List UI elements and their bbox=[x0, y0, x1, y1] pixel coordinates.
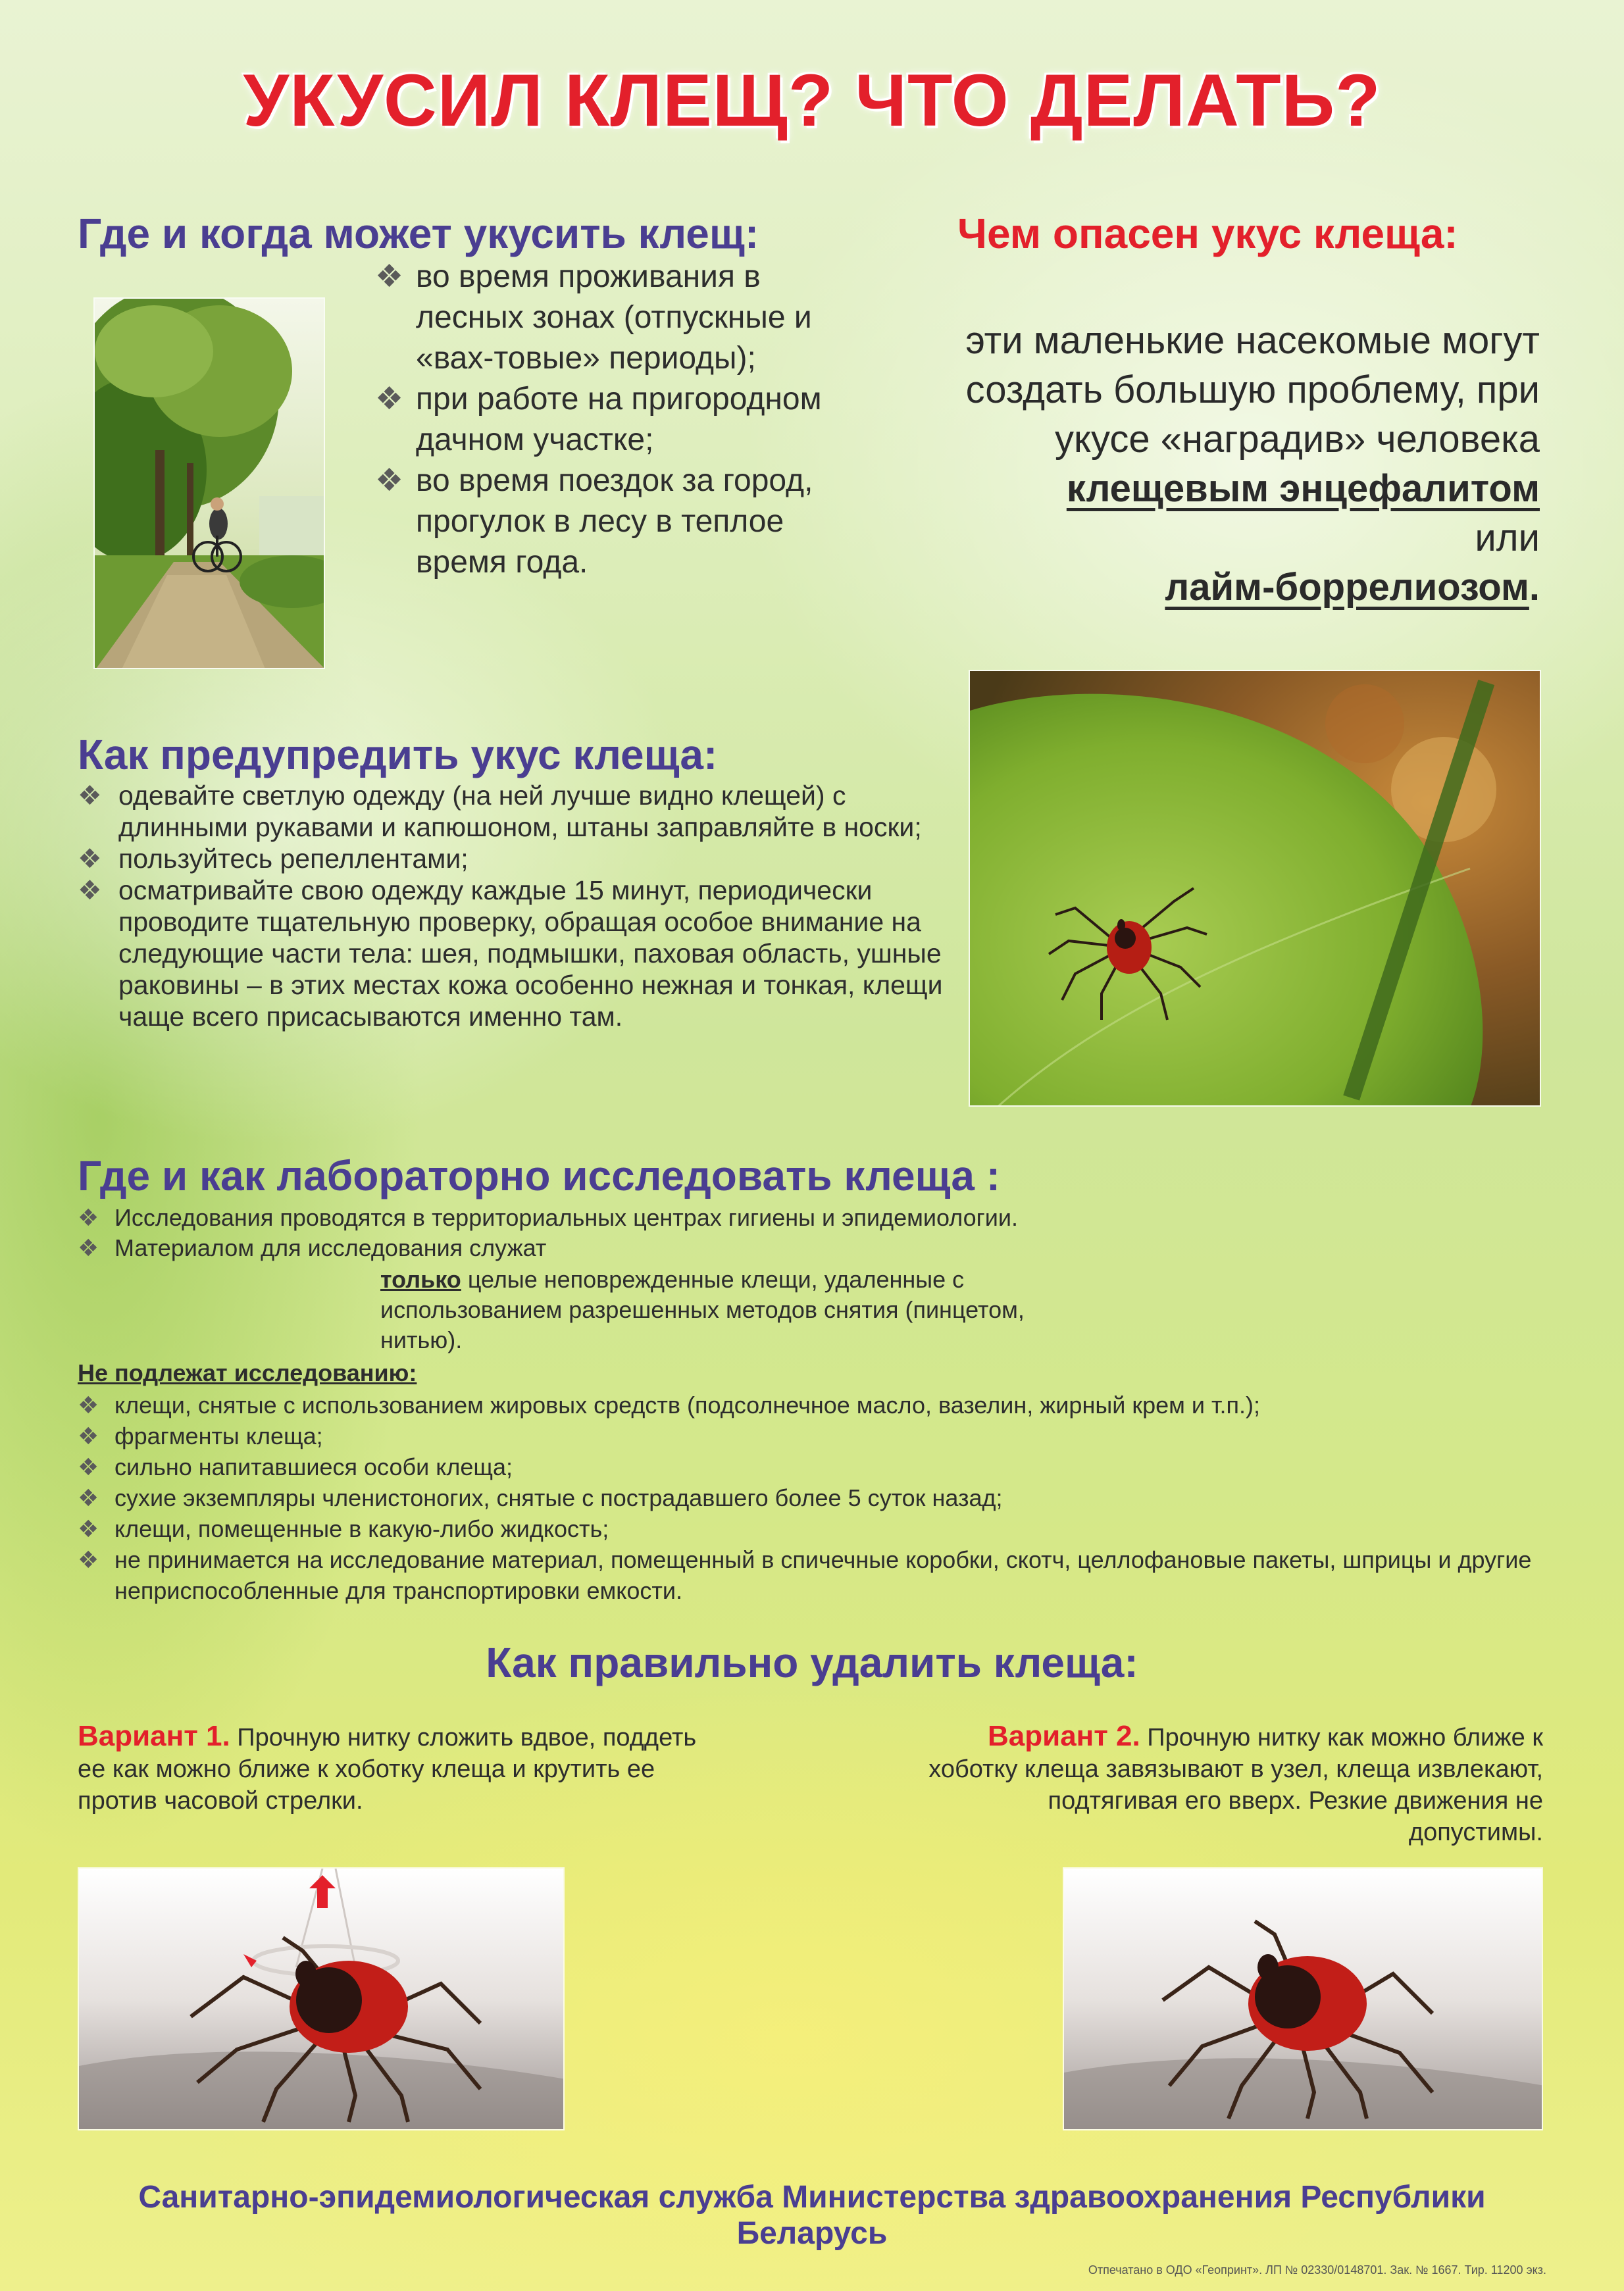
forest-path-cyclist-image bbox=[95, 299, 325, 669]
imprint: Отпечатано в ОДО «Геопринт». ЛП № 02330/0148701. Зак. № 1667. Тир. 11200 экз. bbox=[1088, 2263, 1546, 2277]
variant-2 bbox=[908, 1721, 1543, 1848]
bullet-icon: ❖ bbox=[78, 1422, 99, 1449]
danger-or: или bbox=[1475, 516, 1540, 559]
list-item: ❖ клещи, помещенные в какую-либо жидкость; bbox=[78, 1513, 1558, 1544]
page-title: УКУСИЛ КЛЕЩ? ЧТО ДЕЛАТЬ? bbox=[243, 59, 1381, 141]
tick-on-leaf-photo bbox=[969, 670, 1541, 1107]
bullet-icon: ❖ bbox=[78, 1392, 99, 1419]
disease-encephalitis: клещевым энцефалитом bbox=[1066, 467, 1540, 510]
bullet-icon: ❖ bbox=[78, 843, 102, 874]
not-subject-list bbox=[78, 1390, 1558, 1606]
bullet-icon: ❖ bbox=[375, 259, 404, 294]
variant-1-label: Вариант 1. bbox=[78, 1720, 230, 1752]
list-item: ❖ клещи, снятые с использованием жировых средств (подсолнечное масло, вазелин, жирный крем и т.п.); bbox=[78, 1390, 1558, 1421]
tick-on-leaf-image bbox=[970, 671, 1541, 1107]
list-item: ❖ сильно напитавшиеся особи клеща; bbox=[78, 1451, 1558, 1482]
bullet-icon: ❖ bbox=[78, 1515, 99, 1542]
bullet-icon: ❖ bbox=[78, 875, 102, 905]
remove-heading: Как правильно удалить клеща: bbox=[486, 1639, 1138, 1686]
danger-description: эти маленькие насекомые могут создать большую проблему, при укусе «наградив» человека bbox=[965, 319, 1540, 461]
list-item: ❖ во время поездок за город, прогулок в лесу в теплое время года. bbox=[375, 461, 836, 583]
list-item: ❖ одевайте светлую одежду (на ней лучше видно клещей) с длинными рукавами и капюшоном, штаны заправляйте в носки; bbox=[78, 780, 922, 842]
not-subject-heading: Не подлежат исследованию: bbox=[78, 1359, 417, 1386]
bullet-icon: ❖ bbox=[78, 780, 102, 811]
lab-list bbox=[78, 1203, 1492, 1263]
variant-1 bbox=[78, 1721, 709, 1817]
tick-thread-knot-image bbox=[1064, 1869, 1543, 2130]
list-item: ❖ фрагменты клеща; bbox=[78, 1421, 1558, 1451]
list-item: ❖ пользуйтесь репеллентами; bbox=[78, 843, 469, 874]
danger-period: . bbox=[1529, 566, 1540, 609]
only-emphasis: только bbox=[380, 1266, 461, 1293]
where-list bbox=[375, 257, 836, 583]
bullet-icon: ❖ bbox=[78, 1453, 99, 1480]
variant-2-text: Прочную нитку как можно ближе к хоботку клеща завязывают в узел, клеща извлекают, подтягивая его вверх. Резкие движения не допустимы. bbox=[928, 1724, 1543, 1846]
variant-1-text: Прочную нитку сложить вдвое, поддеть ее как можно ближе к хоботку клеща и крутить ее против часовой стрелки. bbox=[78, 1724, 697, 1815]
lab-material-note bbox=[380, 1265, 1038, 1355]
list-item: ❖ при работе на пригородном дачном участке; bbox=[375, 379, 836, 461]
bullet-icon: ❖ bbox=[375, 382, 404, 416]
only-rest: целые неповрежденные клещи, удаленные с использованием разрешенных методов снятия (пинцетом, нитью). bbox=[380, 1266, 1025, 1353]
list-item: ❖ сухие экземпляры членистоногих, снятые с пострадавшего более 5 суток назад; bbox=[78, 1482, 1558, 1513]
list-item: ❖ не принимается на исследование материал, помещенный в спичечные коробки, скотч, целлофановые пакеты, шприцы и другие неприспособленные для транспортировки емкости. bbox=[78, 1544, 1558, 1606]
bullet-icon: ❖ bbox=[375, 463, 404, 498]
prevent-list bbox=[78, 780, 946, 1032]
danger-heading: Чем опасен укус клеща: bbox=[957, 210, 1458, 257]
list-item: ❖ Материалом для исследования служат bbox=[78, 1233, 1492, 1263]
prevent-heading: Как предупредить укус клеща: bbox=[78, 731, 718, 778]
bullet-icon: ❖ bbox=[78, 1546, 99, 1573]
forest-photo bbox=[93, 297, 325, 669]
disease-borreliosis: лайм-боррелиозом bbox=[1165, 566, 1529, 609]
bullet-icon: ❖ bbox=[78, 1234, 99, 1261]
where-heading: Где и когда может укусить клещ: bbox=[78, 210, 759, 257]
tick-thread-twist-photo bbox=[78, 1867, 565, 2130]
variant-2-label: Вариант 2. bbox=[988, 1720, 1140, 1752]
lab-heading: Где и как лабораторно исследовать клеща : bbox=[78, 1152, 1001, 1199]
footer-organization: Санитарно-эпидемиологическая служба Министерства здравоохранения Республики Беларусь bbox=[138, 2180, 1486, 2251]
tick-thread-twist-image bbox=[79, 1869, 565, 2130]
list-item: ❖ осматривайте свою одежду каждые 15 минут, периодически проводите тщательную проверку, обращая особое внимание на следующие части тела: шея, подмышки, паховая область, ушные раковины – в этих местах кожа особенно нежная и тонкая, клещи чаще всего присасываются именно там. bbox=[78, 875, 943, 1032]
list-item: ❖ Исследования проводятся в территориальных центрах гигиены и эпидемиологии. bbox=[78, 1203, 1492, 1233]
tick-thread-knot-photo bbox=[1063, 1867, 1543, 2130]
list-item: ❖ во время проживания в лесных зонах (отпускные и «вах-товые» периоды); bbox=[375, 257, 836, 379]
bullet-icon: ❖ bbox=[78, 1484, 99, 1511]
danger-text bbox=[934, 316, 1540, 612]
bullet-icon: ❖ bbox=[78, 1204, 99, 1231]
